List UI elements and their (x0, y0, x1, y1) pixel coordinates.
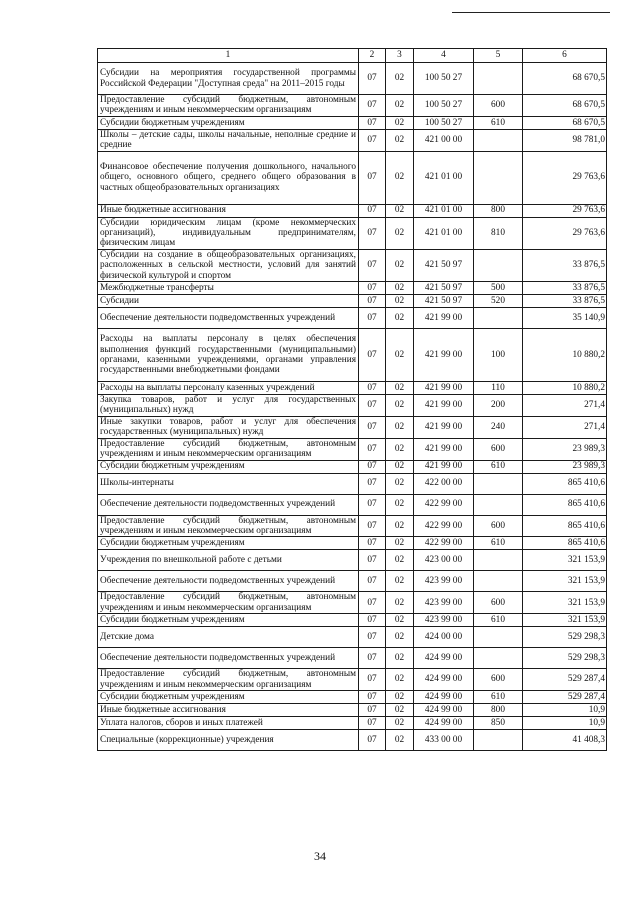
cell-subsection: 02 (386, 592, 414, 614)
table-row (98, 129, 607, 151)
cell-target-article: 423 00 00 (414, 550, 474, 571)
cell-section: 07 (359, 703, 386, 716)
budget-table (97, 48, 607, 751)
table-row (98, 438, 607, 460)
cell-expense-type: 200 (474, 395, 523, 417)
cell-name: Субсидии на мероприятия государственной программы Российской Федерации "Доступная среда" на 2011–2015 годы (98, 63, 359, 95)
table-row (98, 571, 607, 592)
cell-subsection: 02 (386, 571, 414, 592)
cell-name: Субсидии бюджетным учреждениям (98, 614, 359, 627)
cell-target-article: 100 50 27 (414, 95, 474, 117)
cell-name: Детские дома (98, 627, 359, 648)
cell-name: Предоставление субсидий бюджетным, автономным учреждениям и иным некоммерческим организациям (98, 669, 359, 691)
cell-amount: 529 298,3 (523, 648, 607, 669)
cell-section: 07 (359, 494, 386, 515)
cell-subsection: 02 (386, 515, 414, 537)
cell-section: 07 (359, 571, 386, 592)
cell-expense-type (474, 571, 523, 592)
cell-target-article: 421 01 00 (414, 204, 474, 217)
cell-section: 07 (359, 592, 386, 614)
cell-subsection: 02 (386, 473, 414, 494)
cell-expense-type: 600 (474, 515, 523, 537)
cell-subsection: 02 (386, 116, 414, 129)
cell-target-article: 422 99 00 (414, 494, 474, 515)
cell-subsection: 02 (386, 63, 414, 95)
cell-name: Обеспечение деятельности подведомственных учреждений (98, 308, 359, 329)
cell-name: Субсидии бюджетным учреждениям (98, 690, 359, 703)
cell-expense-type (474, 648, 523, 669)
cell-name: Уплата налогов, сборов и иных платежей (98, 716, 359, 729)
cell-amount: 23 989,3 (523, 460, 607, 473)
cell-amount: 29 763,6 (523, 217, 607, 249)
cell-expense-type (474, 627, 523, 648)
table-row (98, 729, 607, 750)
cell-name: Финансовое обеспечение получения дошкольного, начального общего, основного общего, среднего общего образования в частных общеобразовательных организациях (98, 151, 359, 204)
cell-subsection: 02 (386, 460, 414, 473)
cell-section: 07 (359, 151, 386, 204)
header-rule (452, 12, 610, 13)
cell-subsection: 02 (386, 669, 414, 691)
cell-expense-type: 240 (474, 416, 523, 438)
cell-subsection: 02 (386, 438, 414, 460)
cell-expense-type (474, 308, 523, 329)
cell-target-article: 424 99 00 (414, 669, 474, 691)
col-header-name: 1 (98, 49, 359, 63)
cell-amount: 33 876,5 (523, 295, 607, 308)
cell-target-article: 433 00 00 (414, 729, 474, 750)
cell-target-article: 422 99 00 (414, 515, 474, 537)
cell-name: Субсидии (98, 295, 359, 308)
table-row (98, 494, 607, 515)
cell-subsection: 02 (386, 395, 414, 417)
col-header-section: 2 (359, 49, 386, 63)
cell-amount: 321 153,9 (523, 550, 607, 571)
cell-subsection: 02 (386, 282, 414, 295)
table-row (98, 716, 607, 729)
cell-name: Расходы на выплаты персоналу в целях обеспечения выполнения функций государственными (муниципальными) органами, казенными учреждениями, органами управления государственными внебюджетными фондами (98, 329, 359, 382)
table-row (98, 329, 607, 382)
cell-subsection: 02 (386, 249, 414, 281)
cell-section: 07 (359, 627, 386, 648)
cell-name: Иные закупки товаров, работ и услуг для обеспечения государственных (муниципальных) нужд (98, 416, 359, 438)
cell-expense-type: 610 (474, 690, 523, 703)
cell-subsection: 02 (386, 217, 414, 249)
cell-section: 07 (359, 329, 386, 382)
cell-section: 07 (359, 648, 386, 669)
cell-amount: 68 670,5 (523, 95, 607, 117)
cell-expense-type: 600 (474, 669, 523, 691)
cell-subsection: 02 (386, 295, 414, 308)
page-number: 34 (314, 849, 326, 863)
cell-target-article: 424 99 00 (414, 648, 474, 669)
cell-expense-type: 850 (474, 716, 523, 729)
cell-section: 07 (359, 614, 386, 627)
table-row (98, 95, 607, 117)
cell-subsection: 02 (386, 204, 414, 217)
cell-name: Субсидии бюджетным учреждениям (98, 537, 359, 550)
cell-section: 07 (359, 473, 386, 494)
cell-expense-type: 110 (474, 382, 523, 395)
cell-section: 07 (359, 63, 386, 95)
table-row (98, 63, 607, 95)
cell-section: 07 (359, 95, 386, 117)
cell-expense-type (474, 729, 523, 750)
cell-amount: 68 670,5 (523, 116, 607, 129)
cell-section: 07 (359, 204, 386, 217)
cell-section: 07 (359, 416, 386, 438)
cell-amount: 98 781,0 (523, 129, 607, 151)
cell-section: 07 (359, 729, 386, 750)
cell-section: 07 (359, 282, 386, 295)
table-row (98, 690, 607, 703)
cell-expense-type: 800 (474, 204, 523, 217)
cell-amount: 321 153,9 (523, 614, 607, 627)
cell-amount: 321 153,9 (523, 592, 607, 614)
table-row (98, 395, 607, 417)
table-row (98, 703, 607, 716)
cell-name: Школы-интернаты (98, 473, 359, 494)
cell-name: Иные бюджетные ассигнования (98, 703, 359, 716)
cell-expense-type (474, 63, 523, 95)
cell-expense-type: 500 (474, 282, 523, 295)
cell-amount: 529 287,4 (523, 690, 607, 703)
cell-section: 07 (359, 129, 386, 151)
cell-section: 07 (359, 537, 386, 550)
table-row (98, 217, 607, 249)
cell-target-article: 421 01 00 (414, 217, 474, 249)
cell-subsection: 02 (386, 494, 414, 515)
table-row (98, 249, 607, 281)
cell-target-article: 421 50 97 (414, 295, 474, 308)
cell-section: 07 (359, 716, 386, 729)
col-header-amount: 6 (523, 49, 607, 63)
table-row (98, 669, 607, 691)
cell-subsection: 02 (386, 690, 414, 703)
cell-name: Предоставление субсидий бюджетным, автономным учреждениям и иным некоммерческим организациям (98, 95, 359, 117)
cell-amount: 865 410,6 (523, 494, 607, 515)
col-header-subsection: 3 (386, 49, 414, 63)
cell-target-article: 421 99 00 (414, 329, 474, 382)
cell-target-article: 100 50 27 (414, 116, 474, 129)
cell-section: 07 (359, 382, 386, 395)
cell-name: Субсидии юридическим лицам (кроме некоммерческих организаций), индивидуальным предпринимателям, физическим лицам (98, 217, 359, 249)
cell-subsection: 02 (386, 729, 414, 750)
cell-section: 07 (359, 460, 386, 473)
cell-amount: 865 410,6 (523, 537, 607, 550)
cell-amount: 41 408,3 (523, 729, 607, 750)
cell-target-article: 421 99 00 (414, 382, 474, 395)
cell-section: 07 (359, 515, 386, 537)
cell-amount: 865 410,6 (523, 515, 607, 537)
cell-expense-type: 810 (474, 217, 523, 249)
cell-section: 07 (359, 438, 386, 460)
cell-target-article: 421 99 00 (414, 460, 474, 473)
cell-name: Расходы на выплаты персоналу казенных учреждений (98, 382, 359, 395)
cell-expense-type (474, 494, 523, 515)
cell-target-article: 421 99 00 (414, 438, 474, 460)
cell-target-article: 422 99 00 (414, 537, 474, 550)
table-row (98, 282, 607, 295)
table-row (98, 460, 607, 473)
table-header-row (98, 49, 607, 63)
cell-amount: 29 763,6 (523, 204, 607, 217)
cell-target-article: 424 00 00 (414, 627, 474, 648)
table-row (98, 116, 607, 129)
cell-name: Закупка товаров, работ и услуг для государственных (муниципальных) нужд (98, 395, 359, 417)
cell-section: 07 (359, 249, 386, 281)
table-row (98, 416, 607, 438)
table-row (98, 550, 607, 571)
table-row (98, 308, 607, 329)
cell-expense-type: 520 (474, 295, 523, 308)
cell-amount: 33 876,5 (523, 249, 607, 281)
cell-target-article: 421 50 97 (414, 282, 474, 295)
cell-target-article: 422 00 00 (414, 473, 474, 494)
cell-name: Обеспечение деятельности подведомственных учреждений (98, 494, 359, 515)
table-row (98, 515, 607, 537)
cell-section: 07 (359, 116, 386, 129)
table-row (98, 204, 607, 217)
cell-amount: 10 880,2 (523, 382, 607, 395)
cell-section: 07 (359, 669, 386, 691)
cell-section: 07 (359, 308, 386, 329)
cell-expense-type: 100 (474, 329, 523, 382)
cell-subsection: 02 (386, 614, 414, 627)
table-row (98, 473, 607, 494)
cell-name: Иные бюджетные ассигнования (98, 204, 359, 217)
cell-target-article: 421 01 00 (414, 151, 474, 204)
cell-name: Учреждения по внешкольной работе с детьми (98, 550, 359, 571)
cell-expense-type (474, 550, 523, 571)
cell-expense-type: 610 (474, 116, 523, 129)
cell-section: 07 (359, 550, 386, 571)
cell-name: Предоставление субсидий бюджетным, автономным учреждениям и иным некоммерческим организациям (98, 515, 359, 537)
cell-amount: 10,9 (523, 716, 607, 729)
cell-section: 07 (359, 395, 386, 417)
cell-target-article: 421 50 97 (414, 249, 474, 281)
cell-amount: 271,4 (523, 395, 607, 417)
cell-subsection: 02 (386, 550, 414, 571)
cell-amount: 529 287,4 (523, 669, 607, 691)
cell-name: Специальные (коррекционные) учреждения (98, 729, 359, 750)
cell-subsection: 02 (386, 627, 414, 648)
cell-expense-type (474, 151, 523, 204)
cell-amount: 529 298,3 (523, 627, 607, 648)
cell-name: Субсидии бюджетным учреждениям (98, 460, 359, 473)
cell-target-article: 423 99 00 (414, 614, 474, 627)
cell-target-article: 424 99 00 (414, 690, 474, 703)
cell-expense-type: 800 (474, 703, 523, 716)
cell-name: Субсидии на создание в общеобразовательных организациях, расположенных в сельской местности, условий для занятий физической культурой и спортом (98, 249, 359, 281)
cell-amount: 35 140,9 (523, 308, 607, 329)
cell-amount: 321 153,9 (523, 571, 607, 592)
table-row (98, 382, 607, 395)
cell-target-article: 421 99 00 (414, 395, 474, 417)
cell-subsection: 02 (386, 95, 414, 117)
table-row (98, 295, 607, 308)
cell-expense-type: 600 (474, 592, 523, 614)
table-row (98, 648, 607, 669)
col-header-target-article: 4 (414, 49, 474, 63)
cell-expense-type: 600 (474, 438, 523, 460)
cell-subsection: 02 (386, 648, 414, 669)
cell-target-article: 100 50 27 (414, 63, 474, 95)
cell-target-article: 421 99 00 (414, 308, 474, 329)
cell-section: 07 (359, 690, 386, 703)
cell-target-article: 423 99 00 (414, 592, 474, 614)
cell-amount: 68 670,5 (523, 63, 607, 95)
cell-expense-type (474, 129, 523, 151)
cell-amount: 23 989,3 (523, 438, 607, 460)
cell-subsection: 02 (386, 416, 414, 438)
cell-amount: 29 763,6 (523, 151, 607, 204)
table-row (98, 614, 607, 627)
cell-subsection: 02 (386, 382, 414, 395)
cell-target-article: 424 99 00 (414, 716, 474, 729)
cell-expense-type (474, 249, 523, 281)
cell-amount: 33 876,5 (523, 282, 607, 295)
cell-expense-type: 610 (474, 614, 523, 627)
cell-target-article: 423 99 00 (414, 571, 474, 592)
cell-amount: 10,9 (523, 703, 607, 716)
cell-amount: 10 880,2 (523, 329, 607, 382)
cell-name: Межбюджетные трансферты (98, 282, 359, 295)
cell-subsection: 02 (386, 537, 414, 550)
table-row (98, 151, 607, 204)
cell-subsection: 02 (386, 151, 414, 204)
cell-subsection: 02 (386, 716, 414, 729)
cell-subsection: 02 (386, 703, 414, 716)
cell-target-article: 421 00 00 (414, 129, 474, 151)
cell-name: Субсидии бюджетным учреждениям (98, 116, 359, 129)
cell-expense-type: 600 (474, 95, 523, 117)
col-header-expense-type: 5 (474, 49, 523, 63)
cell-subsection: 02 (386, 308, 414, 329)
cell-amount: 271,4 (523, 416, 607, 438)
cell-section: 07 (359, 217, 386, 249)
cell-name: Обеспечение деятельности подведомственных учреждений (98, 648, 359, 669)
cell-target-article: 421 99 00 (414, 416, 474, 438)
cell-section: 07 (359, 295, 386, 308)
table-row (98, 537, 607, 550)
table-row (98, 592, 607, 614)
cell-target-article: 424 99 00 (414, 703, 474, 716)
cell-expense-type: 610 (474, 460, 523, 473)
cell-amount: 865 410,6 (523, 473, 607, 494)
cell-name: Предоставление субсидий бюджетным, автономным учреждениям и иным некоммерческим организациям (98, 438, 359, 460)
cell-expense-type (474, 473, 523, 494)
table-row (98, 627, 607, 648)
cell-expense-type: 610 (474, 537, 523, 550)
cell-name: Предоставление субсидий бюджетным, автономным учреждениям и иным некоммерческим организациям (98, 592, 359, 614)
cell-name: Школы – детские сады, школы начальные, неполные средние и средние (98, 129, 359, 151)
cell-subsection: 02 (386, 129, 414, 151)
cell-name: Обеспечение деятельности подведомственных учреждений (98, 571, 359, 592)
cell-subsection: 02 (386, 329, 414, 382)
